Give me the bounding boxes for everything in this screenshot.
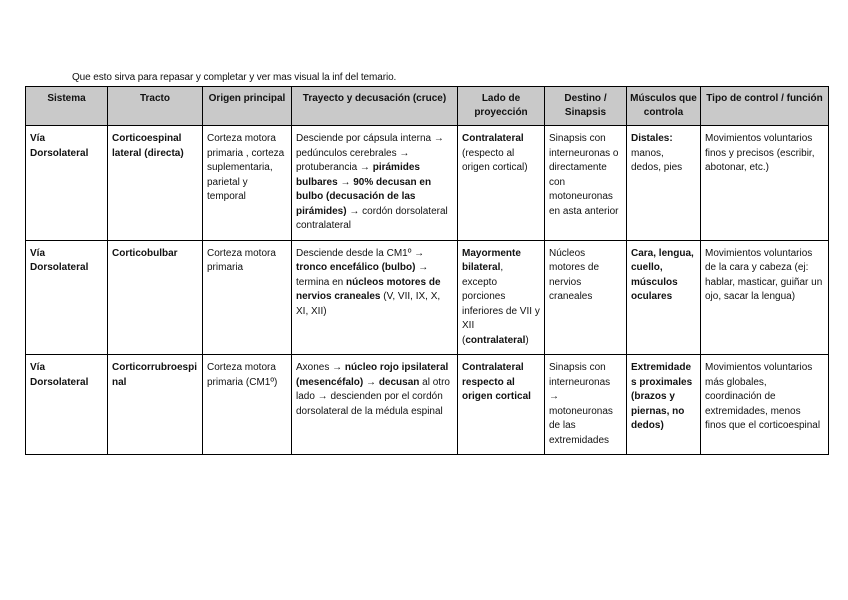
cell-trayecto: Desciende desde la CM1º → tronco encefálico (bulbo) → termina en núcleos motores de nervios craneales (V, VII, IX, X, XI, XII) [292,240,458,355]
cell-sistema: Vía Dorsolateral [26,355,108,455]
table-row [26,126,829,241]
cell-tracto: Corticoespinal lateral (directa) [108,126,203,241]
header-tipo: Tipo de control / función [701,87,829,126]
cell-sistema: Vía Dorsolateral [26,240,108,355]
header-row [26,87,829,126]
cell-origen: Corteza motora primaria , corteza suplementaria, parietal y temporal [203,126,292,241]
cell-trayecto: Axones → núcleo rojo ipsilateral (mesencéfalo) → decusan al otro lado → descienden por el cordón dorsolateral de la médula espinal [292,355,458,455]
cell-tipo: Movimientos voluntarios más globales, coordinación de extremidades, menos finos que el corticoespinal [701,355,829,455]
cell-tipo: Movimientos voluntarios finos y precisos (escribir, abotonar, etc.) [701,126,829,241]
cell-destino: Sinapsis con interneuronas → motoneuronas de las extremidades [545,355,627,455]
header-lado: Lado de proyección [458,87,545,126]
header-destino: Destino / Sinapsis [545,87,627,126]
header-sistema: Sistema [26,87,108,126]
motor-pathways-table [25,86,829,455]
header-musculos: Músculos que controla [627,87,701,126]
cell-destino: Núcleos motores de nervios craneales [545,240,627,355]
cell-origen: Corteza motora primaria (CM1º) [203,355,292,455]
table-row [26,355,829,455]
header-tracto: Tracto [108,87,203,126]
cell-destino: Sinapsis con interneuronas o directamente con motoneuronas en asta anterior [545,126,627,241]
cell-lado: Contralateral (respecto al origen cortical) [458,126,545,241]
cell-musculos: Distales: manos, dedos, pies [627,126,701,241]
cell-origen: Corteza motora primaria [203,240,292,355]
cell-lado: Contralateral respecto al origen cortical [458,355,545,455]
cell-tipo: Movimientos voluntarios de la cara y cabeza (ej: hablar, masticar, guiñar un ojo, sacar la lengua) [701,240,829,355]
header-trayecto: Trayecto y decusación (cruce) [292,87,458,126]
cell-sistema: Vía Dorsolateral [26,126,108,241]
intro-text: Que esto sirva para repasar y completar y ver mas visual la inf del temario. [72,72,397,83]
cell-lado: Mayormente bilateral, excepto porciones inferiores de VII y XII (contralateral) [458,240,545,355]
header-origen: Origen principal [203,87,292,126]
cell-tracto: Corticorrubroespinal [108,355,203,455]
table-row [26,240,829,355]
cell-tracto: Corticobulbar [108,240,203,355]
cell-musculos: Cara, lengua, cuello, músculos oculares [627,240,701,355]
cell-musculos: Extremidades proximales (brazos y piernas, no dedos) [627,355,701,455]
cell-trayecto: Desciende por cápsula interna → pedúnculos cerebrales → protuberancia → pirámides bulbares → 90% decusan en bulbo (decusación de las pirámides) → cordón dorsolateral contralateral [292,126,458,241]
